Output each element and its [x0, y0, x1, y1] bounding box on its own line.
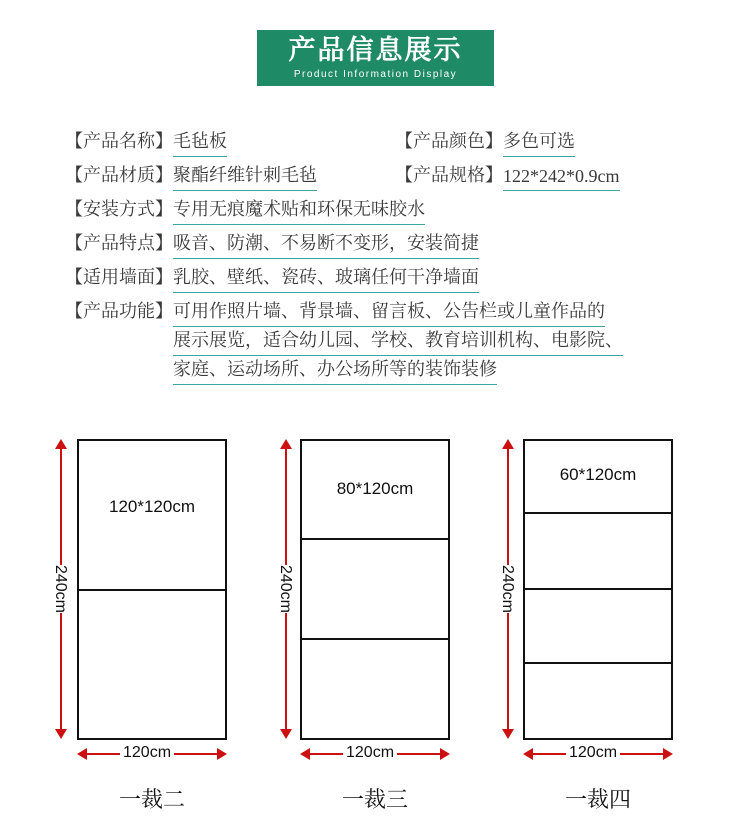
function-line-3: 家庭、运动场所、办公场所等的装饰装修 — [173, 356, 497, 385]
cut-line — [302, 538, 448, 540]
board-outline — [77, 439, 227, 740]
section-title-badge — [257, 30, 494, 86]
piece-size-label: 60*120cm — [559, 465, 637, 484]
info-row-name — [65, 128, 227, 157]
piece-size-label: 120*120cm — [108, 497, 195, 516]
height-label: 240cm — [496, 565, 518, 613]
board-outline — [300, 439, 450, 740]
cut-line — [302, 638, 448, 640]
height-label: 240cm — [49, 565, 71, 613]
piece-size-label: 80*120cm — [336, 479, 414, 498]
name-label: 【产品名称】 — [65, 131, 173, 152]
function-value — [173, 298, 623, 385]
color-label: 【产品颜色】 — [395, 131, 503, 152]
section-title: 产品信息展示 — [288, 35, 463, 66]
info-row-spec — [395, 162, 620, 191]
cut-line — [525, 662, 671, 664]
color-value: 多色可选 — [503, 128, 575, 157]
height-label: 240cm — [274, 565, 296, 613]
width-label: 120cm — [343, 744, 397, 762]
info-row-wall — [65, 264, 479, 293]
install-label: 【安装方式】 — [65, 199, 173, 220]
cut-caption: 一裁四 — [564, 788, 631, 813]
name-value: 毛毡板 — [173, 128, 227, 157]
spec-label: 【产品规格】 — [395, 165, 503, 186]
function-line-2: 展示展览，适合幼儿园、学校、教育培训机构、电影院、 — [173, 327, 623, 356]
cut-line — [79, 589, 225, 591]
cut-line — [525, 588, 671, 590]
feature-label: 【产品特点】 — [65, 233, 173, 254]
cut-caption: 一裁二 — [118, 788, 185, 813]
width-label: 120cm — [566, 744, 620, 762]
board-outline — [523, 439, 673, 740]
material-value: 聚酯纤维针刺毛毡 — [173, 162, 317, 191]
cut-line — [525, 512, 671, 514]
spec-value: 122*242*0.9cm — [503, 162, 620, 191]
info-row-feature — [65, 230, 479, 259]
install-value: 专用无痕魔术贴和环保无味胶水 — [173, 196, 425, 225]
feature-value: 吸音、防潮、不易断不变形，安装简捷 — [173, 230, 479, 259]
info-row-color — [395, 128, 575, 157]
wall-value: 乳胶、壁纸、瓷砖、玻璃任何干净墙面 — [173, 264, 479, 293]
function-label: 【产品功能】 — [65, 301, 173, 322]
cut-caption: 一裁三 — [341, 788, 408, 813]
width-label: 120cm — [120, 744, 174, 762]
material-label: 【产品材质】 — [65, 165, 173, 186]
info-row-install — [65, 196, 425, 225]
info-row-function — [65, 298, 623, 385]
info-row-material — [65, 162, 317, 191]
section-subtitle: Product Information Display — [293, 69, 458, 80]
function-line-1: 可用作照片墙、背景墙、留言板、公告栏或儿童作品的 — [173, 298, 605, 327]
wall-label: 【适用墙面】 — [65, 267, 173, 288]
